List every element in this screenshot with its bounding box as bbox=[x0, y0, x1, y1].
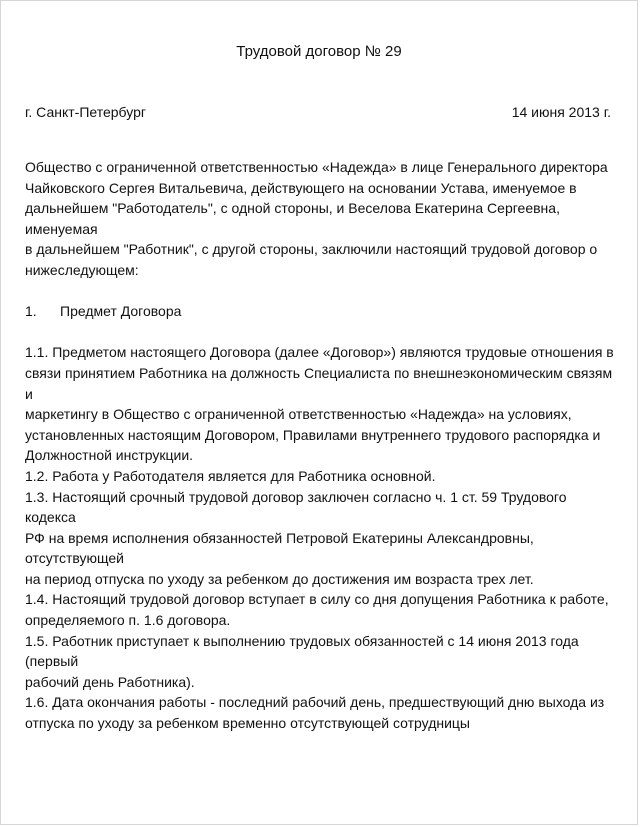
intro-line: дальнейшем "Работодатель", с одной стороны, и Веселова Екатерина Сергеевна, именуемая bbox=[25, 200, 560, 237]
date-text: 14 июня 2013 г. bbox=[511, 104, 611, 120]
section-heading bbox=[25, 301, 615, 322]
place-date-row bbox=[25, 102, 611, 123]
clause-line: 1.4. Настоящий трудовой договор вступает в силу со дня допущения Работника к работе, bbox=[25, 591, 609, 608]
clause-line: 1.5. Работник приступает к выполнению трудовых обязанностей с 14 июня 2013 года (первый bbox=[25, 632, 579, 670]
clause-line: связи принятием Работника на должность Специалиста по внешнеэкономическим связям и bbox=[25, 364, 613, 402]
clause-line: 1.1. Предметом настоящего Договора (далее «Договор») являются трудовые отношения в bbox=[25, 344, 614, 361]
place-text: г. Санкт-Петербург bbox=[25, 104, 146, 120]
intro-paragraph bbox=[25, 157, 615, 281]
intro-line: в дальнейшем "Работник", с другой стороны, заключили настоящий трудовой договор о bbox=[25, 241, 598, 258]
clause-line: на период отпуска по уходу за ребенком до достижения им возраста трех лет. bbox=[25, 570, 534, 587]
clauses bbox=[25, 342, 615, 733]
clause-line: маркетингу в Общество с ограниченной ответственностью «Надежда» на условиях, bbox=[25, 406, 572, 423]
clause-line: установленных настоящим Договором, Правилами внутреннего трудового распорядка и bbox=[25, 426, 601, 443]
document-title: Трудовой договор № 29 bbox=[236, 43, 402, 60]
section-title: Предмет Договора bbox=[60, 303, 182, 320]
clause-line: отпуска по уходу за ребенком временно отсутствующей сотрудницы bbox=[25, 715, 470, 732]
clause-line: 1.6. Дата окончания работы - последний рабочий день, предшествующий дню выхода из bbox=[25, 694, 605, 711]
clause-line: 1.2. Работа у Работодателя является для Работника основной. bbox=[25, 467, 436, 484]
intro-line: Общество с ограниченной ответственностью «Надежда» в лице Генерального директора bbox=[25, 159, 608, 175]
document-body bbox=[25, 157, 615, 734]
clause-line: 1.3. Настоящий срочный трудовой договор заключен согласно ч. 1 ст. 59 Трудового кодекса bbox=[25, 488, 567, 526]
clause-line: рабочий день Работника). bbox=[25, 673, 195, 690]
section-number: 1. bbox=[25, 303, 37, 320]
intro-line: нижеследующем: bbox=[25, 261, 139, 278]
intro-line: Чайковского Сергея Витальевича, действующего на основании Устава, именуемое в bbox=[25, 179, 577, 196]
clause-line: Должностной инструкции. bbox=[25, 447, 194, 464]
clause-line: определяемого п. 1.6 договора. bbox=[25, 612, 231, 629]
clause-line: РФ на время исполнения обязанностей Петровой Екатерины Александровны, отсутствующей bbox=[25, 529, 534, 567]
